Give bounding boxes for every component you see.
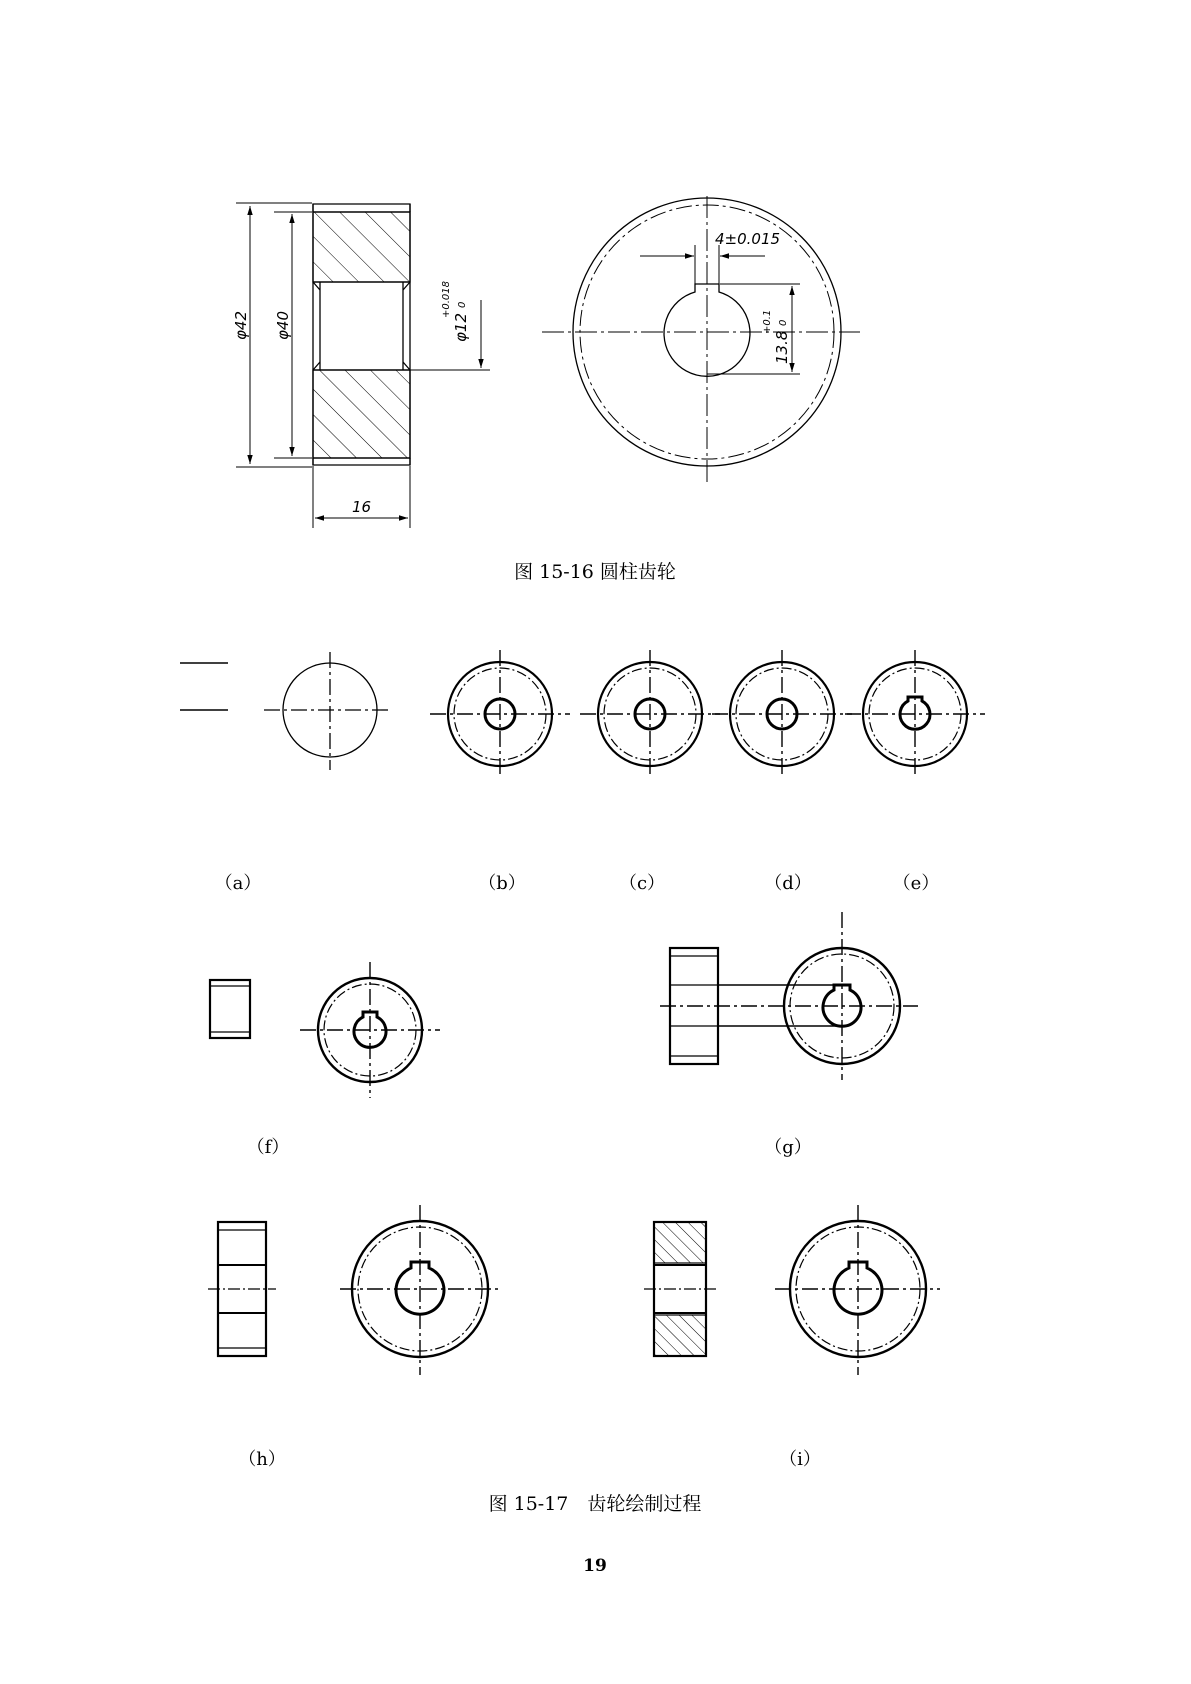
subfigure-label-h: （h）: [238, 1449, 286, 1470]
subfigure-label-b: （b）: [478, 873, 526, 894]
dim-bore-diameter: φ12: [452, 313, 470, 342]
dim-key-depth: 13.8: [773, 330, 791, 364]
figure-15-16-caption: 图 15-16 圆柱齿轮: [514, 561, 676, 583]
gear-front-view: [542, 196, 860, 483]
step-b-drawing: [430, 650, 570, 778]
dim-key-width: 4±0.015: [715, 230, 781, 248]
page-number: 19: [583, 1556, 607, 1576]
step-a-drawing: [180, 652, 392, 770]
subfigure-label-f: （f）: [246, 1137, 290, 1158]
dim-bore-tol-upper: +0.018: [441, 280, 452, 318]
subfigure-label-d: （d）: [764, 873, 812, 894]
subfigure-label-e: （e）: [892, 873, 940, 894]
subfigure-label-c: （c）: [618, 873, 666, 894]
dim-outer-diameter: φ42: [232, 311, 250, 340]
dim-width: 16: [352, 498, 372, 516]
subfigure-label-a: （a）: [214, 873, 262, 894]
subfigure-label-g: （g）: [764, 1137, 812, 1158]
gear-section-view: [236, 203, 490, 528]
dim-key-tol-lower: 0: [778, 319, 789, 326]
step-h-drawing: [208, 1205, 500, 1375]
dim-key-tol-upper: +0.1: [762, 309, 773, 334]
subfigure-label-i: （i）: [779, 1449, 821, 1470]
dim-bore-tol-lower: 0: [457, 301, 468, 308]
step-i-drawing: [644, 1205, 940, 1375]
step-e-drawing: [845, 650, 985, 778]
figure-15-17-caption: 图 15-17 齿轮绘制过程: [488, 1493, 702, 1515]
step-f-drawing: [210, 962, 440, 1098]
front-dimension-texts: [715, 230, 791, 364]
step-g-drawing: [660, 912, 918, 1080]
step-d-drawing: [712, 650, 852, 778]
dim-pitch-diameter: φ40: [274, 311, 292, 340]
step-c-drawing: [580, 650, 720, 778]
